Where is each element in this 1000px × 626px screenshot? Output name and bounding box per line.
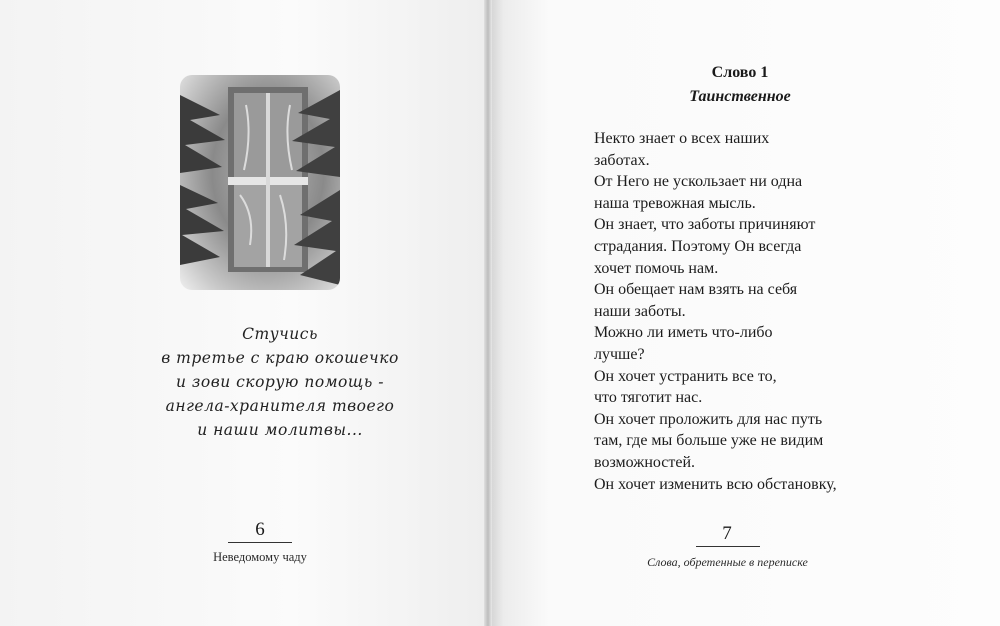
right-page-footer: Слова, обретенные в переписке <box>647 555 808 569</box>
text-line: Он обещает нам взять на себя <box>594 281 798 299</box>
text-line: наши заботы. <box>594 302 686 320</box>
text-line: наша тревожная мысль. <box>594 194 756 212</box>
book-spine <box>484 0 492 626</box>
text-line: Некто знает о всех наших <box>594 130 770 147</box>
text-line: Он хочет устранить все то, <box>594 367 777 385</box>
body-text <box>594 128 894 495</box>
poem-line: в третье с краю окошечко <box>161 349 399 367</box>
text-line: Он хочет изменить всю обстановку, <box>594 475 837 493</box>
text-line: страдания. Поэтому Он всегда <box>594 237 802 255</box>
left-page-footer: Неведомому чаду <box>213 550 307 564</box>
handwritten-poem <box>160 322 400 442</box>
text-line: возможностей. <box>594 453 696 471</box>
text-line: Он хочет проложить для нас путь <box>594 410 823 428</box>
text-line: Он знает, что заботы причиняют <box>594 216 816 234</box>
poem-line: и зови скорую помощь - <box>176 373 384 391</box>
poem-line: ангела-хранителя твоего <box>165 397 395 415</box>
chapter-subtitle: Таинственное <box>689 88 791 105</box>
left-page-number: 6 <box>255 519 265 540</box>
chapter-title: Слово 1 <box>711 64 769 81</box>
text-line: лучше? <box>594 345 645 363</box>
text-line: что тяготит нас. <box>594 389 703 407</box>
text-line: заботах. <box>594 151 650 169</box>
text-line: хочет помочь нам. <box>594 259 719 277</box>
text-line: там, где мы больше уже не видим <box>594 432 824 450</box>
right-page-rule <box>696 546 760 547</box>
text-line: Можно ли иметь что-либо <box>594 324 773 342</box>
left-page-rule <box>228 542 292 543</box>
poem-line: Стучись <box>242 325 318 343</box>
window-photo <box>180 75 340 290</box>
poem-line: и наши молитвы... <box>197 421 363 439</box>
text-line: От Него не ускользает ни одна <box>594 173 803 191</box>
right-page-number: 7 <box>722 523 732 544</box>
